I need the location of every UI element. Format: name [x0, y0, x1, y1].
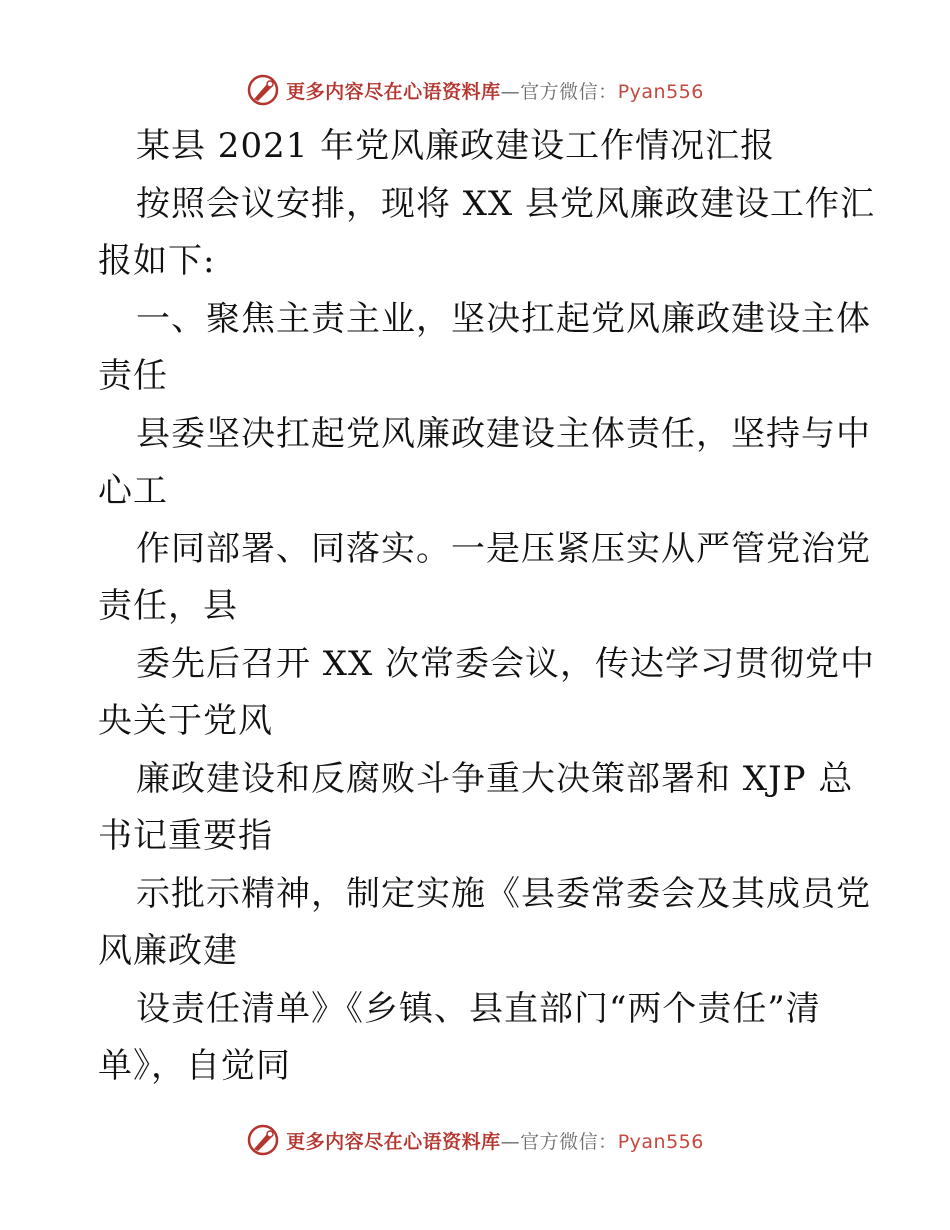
pen-nib-logo-icon — [246, 1123, 280, 1157]
watermark-wechat-id: Pyan556 — [617, 1130, 704, 1153]
watermark-separator: — — [500, 80, 521, 103]
footer-watermark — [0, 1120, 950, 1160]
paragraph-line: 书记重要指 — [98, 816, 273, 856]
paragraph-line: 按照会议安排，现将 XX 县党风廉政建设工作汇 — [136, 183, 876, 224]
paragraph-line: 心工 — [98, 471, 168, 511]
header-watermark — [0, 70, 950, 110]
watermark-main-text: 更多内容尽在心语资料库 — [286, 80, 501, 103]
pen-nib-logo-icon — [246, 73, 280, 107]
paragraph-line: 风廉政建 — [98, 931, 238, 971]
watermark-side-text: 官方微信： — [520, 80, 618, 103]
paragraph-line: 作同部署、同落实。一是压紧压实从严管党治党 — [136, 528, 871, 569]
watermark-separator: — — [500, 1130, 521, 1153]
paragraph-line: 设责任清单》《乡镇、县直部门“两个责任”清 — [136, 988, 821, 1029]
paragraph-line: 报如下: — [98, 241, 216, 281]
paragraph-line: 委先后召开 XX 次常委会议，传达学习贯彻党中 — [136, 643, 876, 684]
paragraph-line: 廉政建设和反腐败斗争重大决策部署和 XJP 总 — [136, 758, 854, 799]
watermark-side-text: 官方微信： — [520, 1130, 618, 1153]
paragraph-line: 央关于党风 — [98, 701, 273, 741]
paragraph-line: 单》，自觉同 — [98, 1046, 291, 1086]
document-body — [98, 118, 876, 1096]
section-heading-line: 责任 — [98, 356, 168, 396]
section-heading-line: 一、聚焦主责主业，坚决扛起党风廉政建设主体 — [136, 298, 871, 339]
paragraph-line: 示批示精神，制定实施《县委常委会及其成员党 — [136, 873, 871, 914]
paragraph-line: 县委坚决扛起党风廉政建设主体责任，坚持与中 — [136, 413, 871, 454]
document-title: 某县 2021 年党风廉政建设工作情况汇报 — [136, 126, 776, 166]
watermark-main-text: 更多内容尽在心语资料库 — [286, 1130, 501, 1153]
paragraph-line: 责任，县 — [98, 586, 238, 626]
watermark-wechat-id: Pyan556 — [617, 80, 704, 103]
